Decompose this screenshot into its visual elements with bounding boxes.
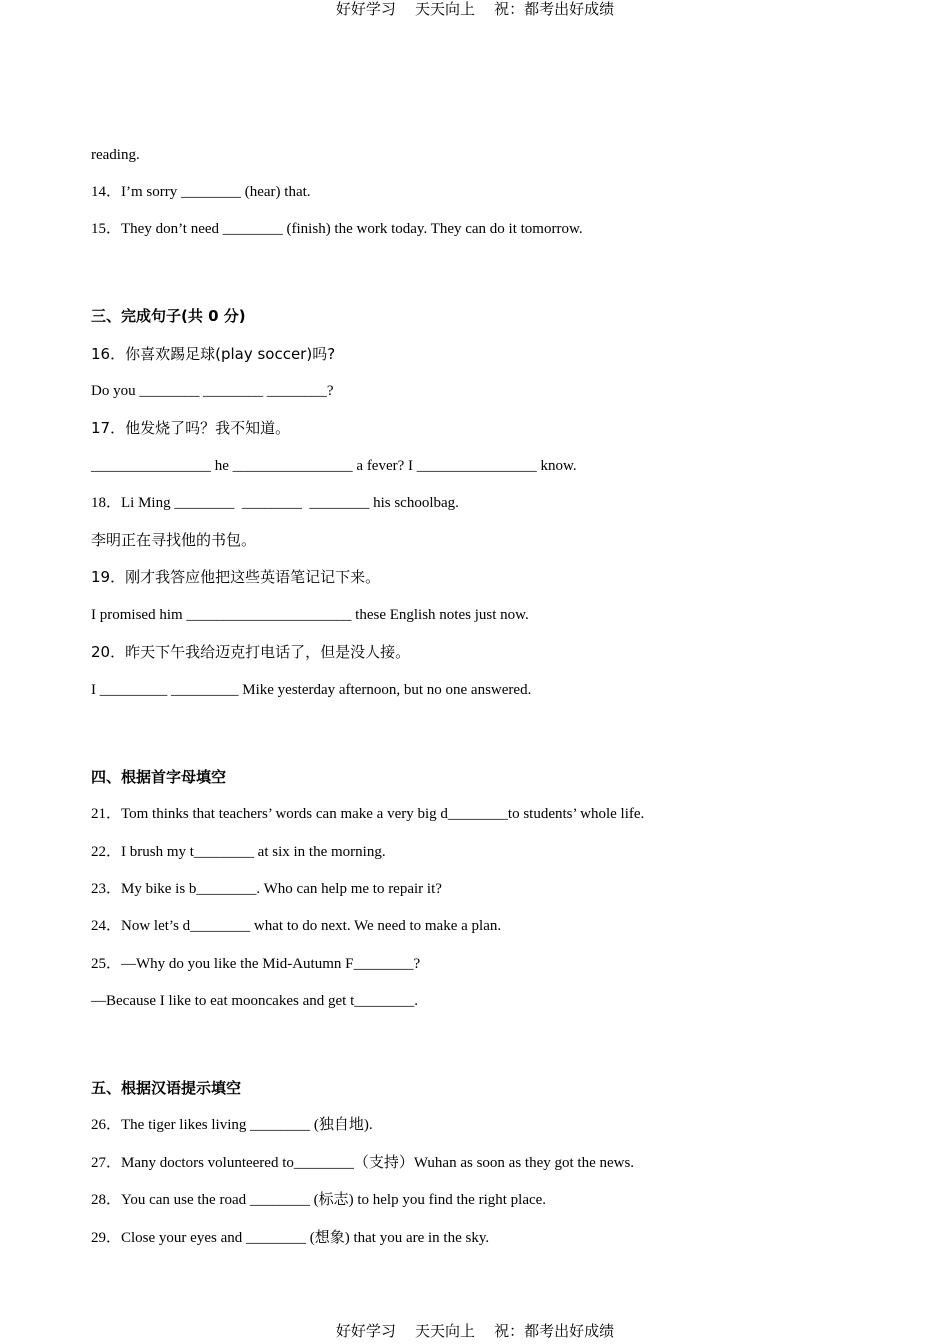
question-27: 27．Many doctors volunteered to________（支持）Wuhan as soon as they got the news. [91,1155,635,1171]
question-17-prompt: 17．他发烧了吗？我不知道。 [91,419,291,437]
question-23: 23．My bike is b________. Who can help me to repair it? [91,881,442,897]
section-heading-5: 五、根据汉语提示填空 [91,1079,242,1097]
page-header: 好好学习 天天向上 祝：都考出好成绩 [335,0,615,18]
section-heading-3: 三、完成句子(共 0 分) [91,307,246,325]
question-18-blanks: 18．Li Ming ________ ________ ________ his schoolbag. [91,495,459,511]
question-20-blanks: I _________ _________ Mike yesterday afternoon, but no one answered. [91,682,532,698]
question-20-prompt: 20．昨天下午我给迈克打电话了，但是没人接。 [91,643,411,661]
question-13-continuation: reading. [91,147,140,163]
question-25-line-2: —Because I like to eat mooncakes and get t________. [91,993,418,1009]
question-21: 21．Tom thinks that teachers’ words can make a very big d________to students’ whole life. [91,806,645,822]
question-24: 24．Now let’s d________ what to do next. We need to make a plan. [91,918,502,934]
question-18-translation: 李明正在寻找他的书包。 [91,531,257,549]
question-16-prompt: 16．你喜欢踢足球(play soccer)吗? [91,345,336,363]
section-heading-4: 四、根据首字母填空 [91,768,227,786]
question-29: 29．Close your eyes and ________ (想象) that you are in the sky. [91,1230,490,1246]
question-22: 22．I brush my t________ at six in the morning. [91,844,386,860]
question-14: 14．I’m sorry ________ (hear) that. [91,184,311,200]
question-15: 15．They don’t need ________ (finish) the work today. They can do it tomorrow. [91,221,583,237]
question-19-prompt: 19．刚才我答应他把这些英语笔记记下来。 [91,568,381,586]
question-19-blanks: I promised him ______________________ these English notes just now. [91,607,529,623]
question-17-blanks: ________________ he ________________ a fever? I ________________ know. [91,458,577,474]
question-26: 26．The tiger likes living ________ (独自地). [91,1117,373,1133]
question-16-blanks: Do you ________ ________ ________? [91,383,334,399]
question-25-line-1: 25．—Why do you like the Mid-Autumn F________? [91,956,421,972]
question-28: 28．You can use the road ________ (标志) to help you find the right place. [91,1192,547,1208]
page-footer: 好好学习 天天向上 祝：都考出好成绩 [335,1322,615,1340]
